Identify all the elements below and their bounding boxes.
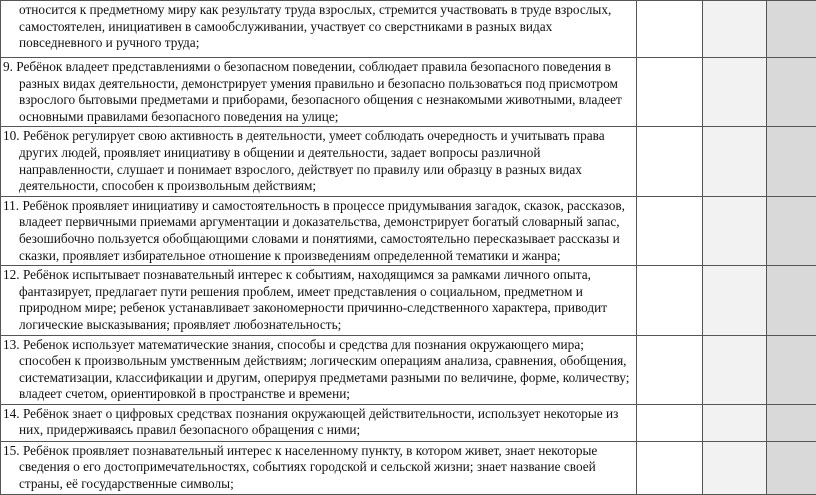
criterion-text: 10. Ребёнок регулирует свою активность в деятельности, умеет соблюдать очередность и учитывать права других людей, проявляет инициативу в общении и деятельности, задает вопросы различной направленности, слушает и понимает взрослого, действует по правилу или образцу в разных видах деятельности, способен к произвольным действиям; [3, 128, 632, 194]
score-cell-1[interactable] [637, 196, 703, 265]
criterion-text: 12. Ребёнок испытывает познавательный интерес к событиям, находящимся за рамками личного опыта, фантазирует, предлагает пути решения проблем, имеет представления о социальном, предметном и природном мире; ребенок устанавливает закономерности причинно-следственного характера, приводит логические высказывания; проявляет любознательность; [3, 267, 632, 333]
score-cell-3[interactable] [767, 127, 816, 196]
criterion-text: 9. Ребёнок владеет представлениями о безопасном поведении, соблюдает правила безопасного поведения в разных видах деятельности, демонстрирует умения правильно и безопасно пользоваться под присмотром взрослого бытовыми предметами и приборами, безопасного общения с незнакомыми животными, владеет основными правилами безопасного поведения на улице; [3, 59, 632, 125]
score-cell-1[interactable] [637, 266, 703, 335]
score-cell-1[interactable] [637, 335, 703, 404]
score-cell-3[interactable] [767, 404, 816, 441]
table-row [1, 335, 816, 404]
criterion-cell [1, 266, 637, 335]
criterion-cell [1, 404, 637, 441]
criterion-text: относится к предметному миру как результату труда взрослых, стремится участвовать в труде взрослых, самостоятелен, инициативен в самообслуживании, участвует со сверстниками в разных видах повседневного и ручного труда; [3, 2, 632, 52]
criterion-cell [1, 1, 637, 58]
table-row [1, 1, 816, 58]
score-cell-2[interactable] [703, 335, 767, 404]
table-row [1, 266, 816, 335]
score-cell-2[interactable] [703, 127, 767, 196]
criterion-cell [1, 127, 637, 196]
score-cell-3[interactable] [767, 58, 816, 127]
criterion-text: 15. Ребёнок проявляет познавательный интерес к населенному пункту, в котором живет, знает некоторые сведения о его достопримечательностях, событиях городской и сельской жизни; знает название своей страны, её государственные символы; [3, 443, 632, 493]
criterion-cell [1, 196, 637, 265]
score-cell-1[interactable] [637, 404, 703, 441]
score-cell-1[interactable] [637, 1, 703, 58]
score-cell-1[interactable] [637, 58, 703, 127]
criterion-text: 14. Ребёнок знает о цифровых средствах познания окружающей действительности, использует некоторые из них, придерживаясь правил безопасного обращения с ними; [3, 406, 632, 439]
score-cell-3[interactable] [767, 266, 816, 335]
table-row [1, 127, 816, 196]
criterion-text: 11. Ребёнок проявляет инициативу и самостоятельность в процессе придумывания загадок, сказок, рассказов, владеет первичными приемами аргументации и доказательства, демонстрирует богатый словарный запас, безошибочно пользуется обобщающими словами и понятиями, самостоятельно пересказывает рассказы и сказки, проявляет избирательное отношение к произведениям определенной тематики и жанра; [3, 198, 632, 264]
score-cell-3[interactable] [767, 335, 816, 404]
score-cell-1[interactable] [637, 127, 703, 196]
criterion-cell [1, 58, 637, 127]
table-row [1, 196, 816, 265]
criterion-text: 13. Ребенок использует математические знания, способы и средства для познания окружающего мира; способен к произвольным умственным действиям; логическим операциям анализа, сравнения, обобщения, систематизации, классификации и другим, оперируя предметами разными по величине, форме, количеству; владеет счетом, ориентировкой в пространстве и времени; [3, 337, 632, 403]
table-row [1, 58, 816, 127]
criterion-cell [1, 335, 637, 404]
score-cell-2[interactable] [703, 441, 767, 494]
score-cell-3[interactable] [767, 441, 816, 494]
score-cell-2[interactable] [703, 58, 767, 127]
score-cell-2[interactable] [703, 266, 767, 335]
score-cell-3[interactable] [767, 196, 816, 265]
table-row [1, 441, 816, 494]
table-row [1, 404, 816, 441]
score-cell-2[interactable] [703, 196, 767, 265]
score-cell-1[interactable] [637, 441, 703, 494]
score-cell-3[interactable] [767, 1, 816, 58]
score-cell-2[interactable] [703, 1, 767, 58]
criterion-cell [1, 441, 637, 494]
score-cell-2[interactable] [703, 404, 767, 441]
